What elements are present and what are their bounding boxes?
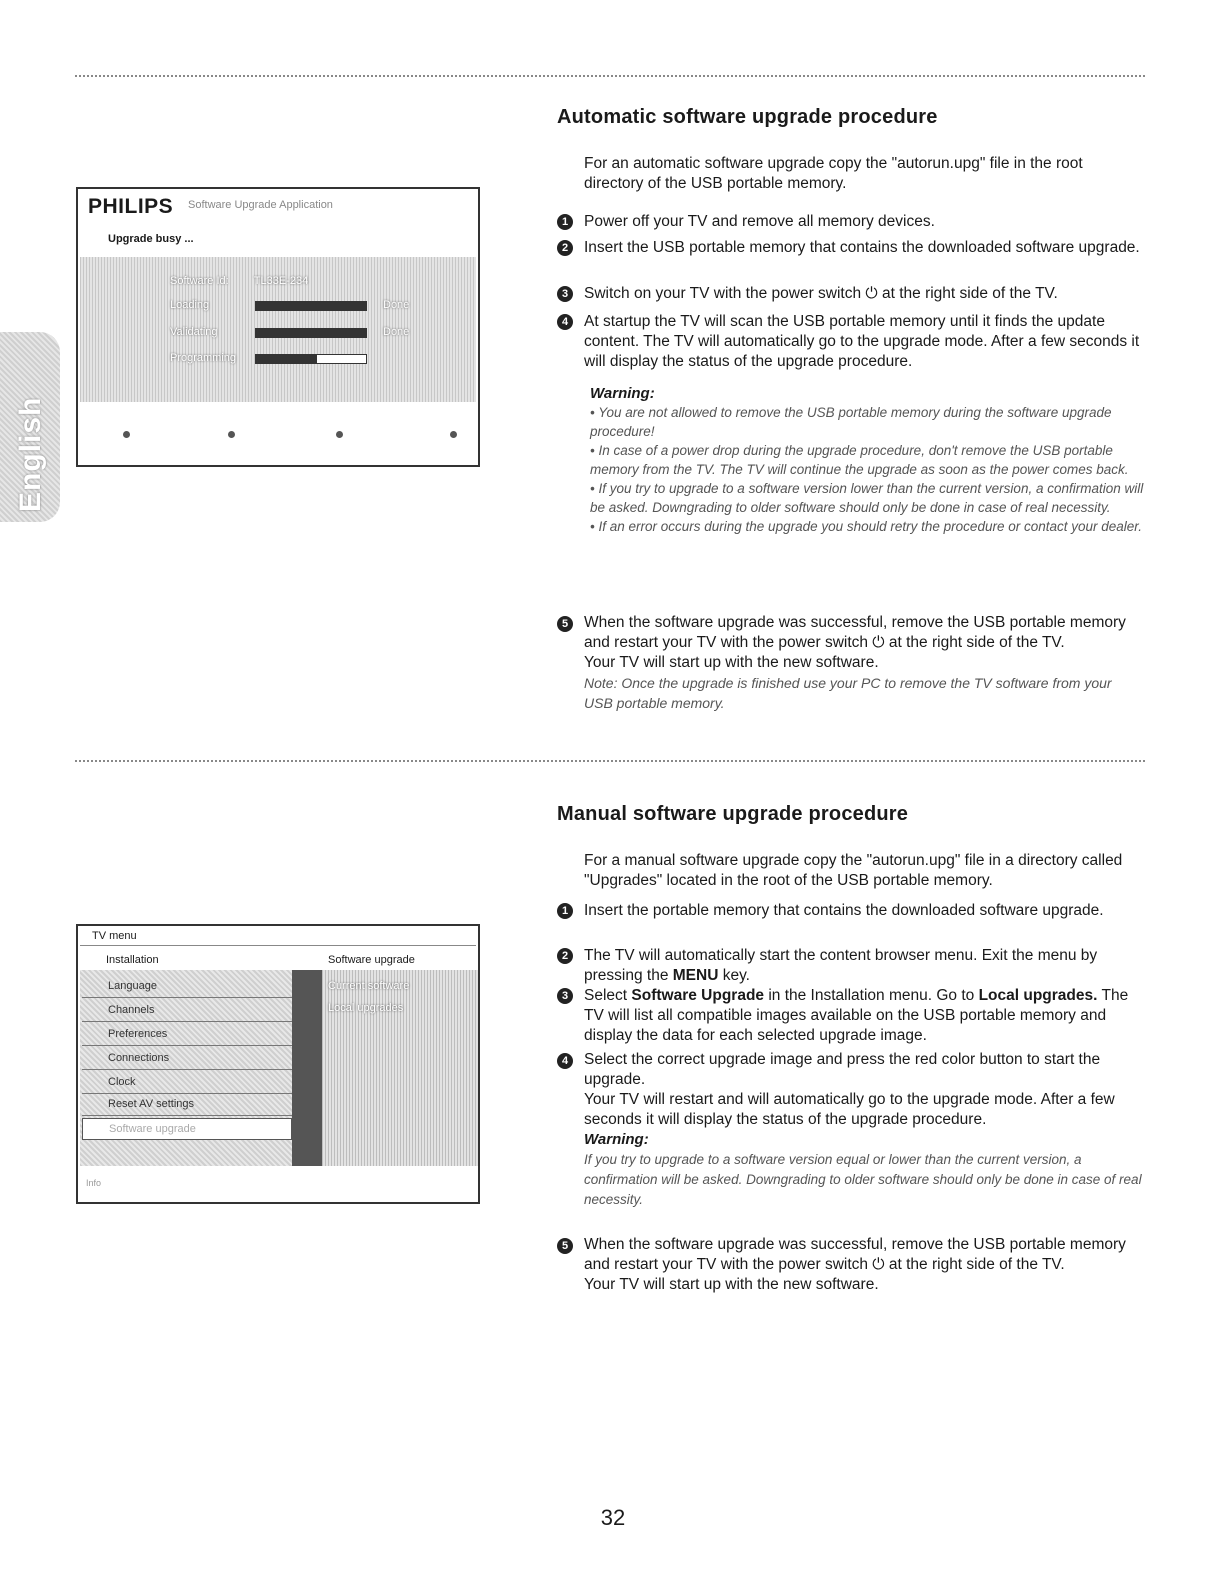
step-text: Insert the portable memory that contains the downloaded software upgrade. [584,902,1104,919]
warning-title: Warning: [590,385,655,402]
menu-item-clock[interactable]: Clock [82,1072,292,1094]
middle-rule [75,760,1145,762]
progress-fill [256,355,317,363]
warning-item: • You are not allowed to remove the USB portable memory during the software upgrade procedure! [590,405,1112,439]
progress-row-label: Programming [170,352,237,364]
software-upgrade-header: Software upgrade [328,954,415,966]
section2-title: Manual software upgrade procedure [557,803,909,825]
step-number: 4 [557,1053,573,1069]
progress-panel [80,257,476,402]
step-text: Power off your TV and remove all memory devices. [584,213,935,230]
step5-line2: Your TV will start up with the new software. [584,1276,879,1293]
menu-right-panel [292,970,478,1166]
panel-shade [292,970,322,1166]
upgrade-status: Upgrade busy ... [108,233,194,245]
section1-intro: For an automatic software upgrade copy the "autorun.upg" file in the root directory of the USB portable memory. [584,155,1083,192]
section2-warning: If you try to upgrade to a software version equal or lower than the current version, a confirmation will be asked. Downgrading to older software should only be done in case of real necessity. [584,1152,1142,1207]
tv-menu-mockup [76,924,480,1204]
app-title: Software Upgrade Application [188,199,333,211]
step4-line2: Your TV will restart and will automatically go to the upgrade mode. After a few seconds it will display the status of the upgrade procedure. [584,1091,1115,1128]
blue-key-dot [450,431,457,438]
step-number: 5 [557,1238,573,1254]
info-label: Info [86,1178,102,1188]
page-number: 32 [600,1505,626,1530]
step-number: 4 [557,314,573,330]
step-text: When the software upgrade was successful, remove the USB portable memory and restart your TV with the power switch ⏻ at the right side of the TV. Your TV will start up with the new software. [584,1235,1144,1295]
menu-item-reset-av[interactable]: Reset AV settings [82,1094,292,1116]
warning-item: • In case of a power drop during the upgrade procedure, don't remove the USB portable memory from the TV. The TV will continue the upgrade as soon as the power comes back. [590,443,1129,477]
sub-item-current-software[interactable]: Current software [328,980,410,992]
warning-title: Warning: [584,1131,649,1148]
section2-intro: For a manual software upgrade copy the "autorun.upg" file in a directory called "Upgrades" located in the root of the USB portable memory. [584,852,1123,889]
step-text: When the software upgrade was successful, remove the USB portable memory and restart your TV with the power switch ⏻ at the right side of the TV. Your TV will start up with the new software. Note: Once the upgrade is finished use your PC to remove the TV software from your USB portable memory. [584,613,1144,713]
step-text: Switch on your TV with the power switch ⏻ at the right side of the TV. [584,285,1058,302]
section1-note: Note: Once the upgrade is finished use your PC to remove the TV software from your USB portable memory. [584,675,1112,711]
step-text: Insert the USB portable memory that contains the downloaded software upgrade. [584,239,1140,256]
step-number: 1 [557,903,573,919]
philips-logo: PHILIPS [88,195,174,218]
software-id-label: Software Id: [170,275,229,287]
yellow-key-dot [336,431,343,438]
software-upgrade-label: Software Upgrade [631,987,765,1004]
menu-item-language[interactable]: Language [82,976,292,998]
upgrade-screen-mockup [76,187,480,467]
step-number: 3 [557,988,573,1004]
step-number: 3 [557,286,573,302]
menu-item-preferences[interactable]: Preferences [82,1024,292,1046]
step-text: At startup the TV will scan the USB portable memory until it finds the update content. The TV will automatically go to the upgrade mode. After a few seconds it will display the status of the upgrade procedure. [584,313,1140,370]
menu-item-software-upgrade[interactable]: Software upgrade [82,1118,292,1140]
installation-header: Installation [106,954,159,966]
progress-status: Done [383,299,410,311]
step-text: Select the correct upgrade image and press the red color button to start the upgrade. Your TV will restart and will automatically go to the upgrade mode. After a few seconds it will display the status of the upgrade procedure. Warning: If you try to upgrade to a software version equal or lower than the current version, a confirmation will be asked. Downgrading to older software should only be done in case of real necessity. [584,1050,1144,1210]
progress-bar [255,328,367,338]
color-key-dots [78,431,478,443]
warning-item: • If you try to upgrade to a software version lower than the current version, a confirmation will be asked. Downgrading to older software should only be done in case of real necessity. [590,481,1144,515]
software-id-row [170,275,308,287]
green-key-dot [228,431,235,438]
progress-row-label: Loading [170,299,210,311]
step-number: 2 [557,948,573,964]
software-id-value: TL33E-234 [253,275,309,287]
top-rule [75,75,1145,77]
progress-status: Done [383,326,410,338]
red-key-dot [123,431,130,438]
section1-title: Automatic software upgrade procedure [557,106,938,128]
local-upgrades-label: Local upgrades. [978,987,1098,1004]
warning-item: • If an error occurs during the upgrade you should retry the procedure or contact your dealer. [590,519,1143,534]
progress-row-label: Validating [170,326,218,338]
menu-item-connections[interactable]: Connections [82,1048,292,1070]
progress-fill [256,329,366,337]
menu-key-label: MENU [672,967,719,984]
step-number: 5 [557,616,573,632]
progress-bar [255,354,367,364]
section1-warning [590,384,1145,536]
language-side-tab [0,332,60,522]
step-number: 1 [557,214,573,230]
step-text: Select Software Upgrade in the Installation menu. Go to Local upgrades. The TV will list all compatible images available on the USB portable memory and display the data for each selected upgrade image. [584,987,1129,1044]
menu-item-channels[interactable]: Channels [82,1000,292,1022]
step-text: The TV will automatically start the content browser menu. Exit the menu by pressing the MENU key. [584,947,1098,984]
tv-menu-title: TV menu [92,930,137,942]
sub-item-local-upgrades[interactable]: Local upgrades [328,1002,404,1014]
step5-line2: Your TV will start up with the new software. [584,654,879,671]
progress-bar [255,301,367,311]
step-number: 2 [557,240,573,256]
side-tab-label: English [14,396,47,512]
menu-divider [80,945,476,946]
progress-fill [256,302,366,310]
